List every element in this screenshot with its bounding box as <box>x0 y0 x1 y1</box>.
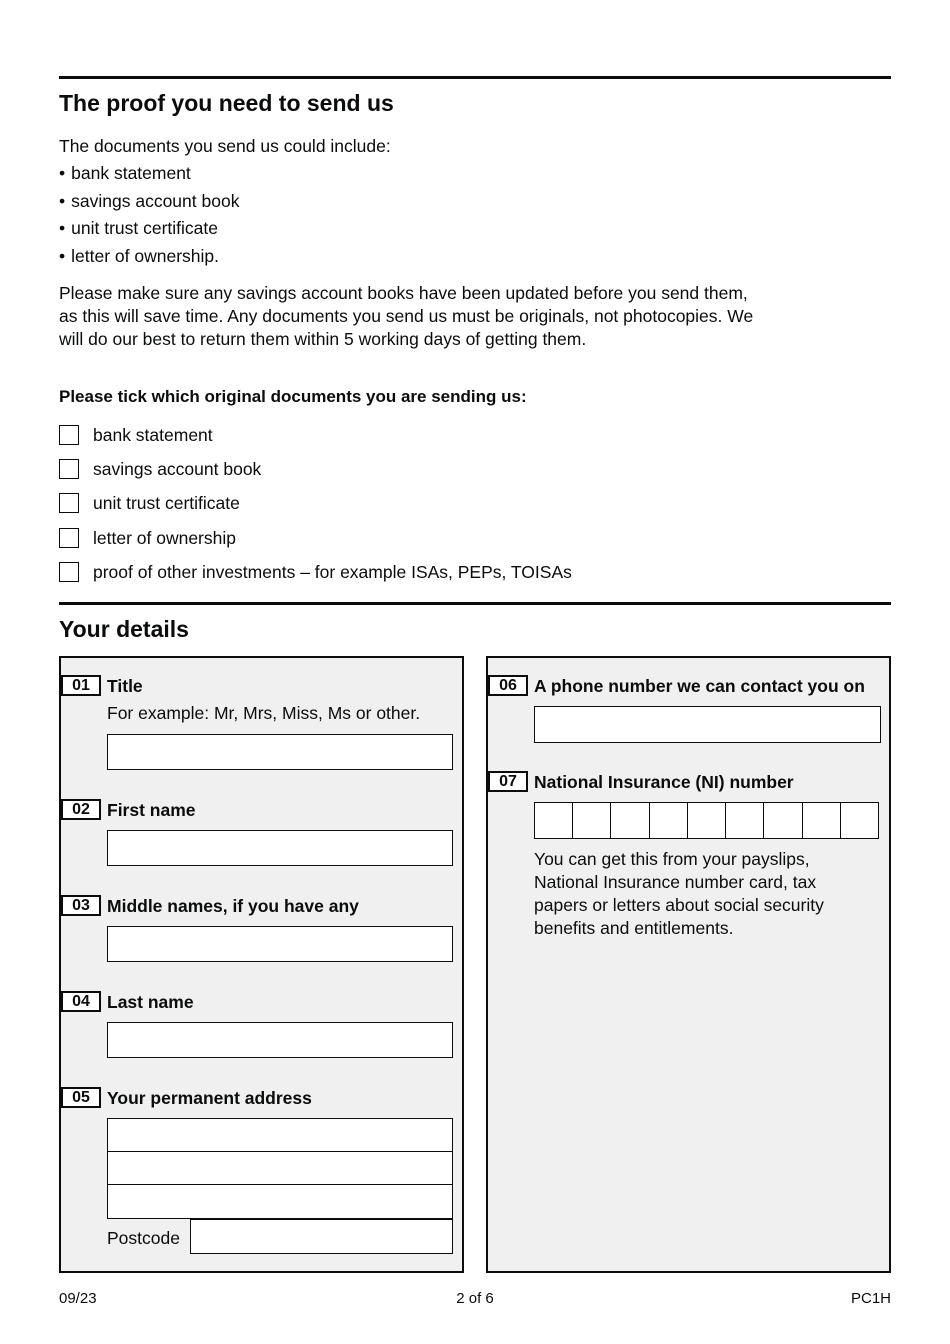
bullet-item: • savings account book <box>59 188 239 216</box>
ni-character-cell[interactable] <box>803 803 841 838</box>
question-number-05: 05 <box>61 1087 101 1108</box>
title-label: Title <box>107 676 143 696</box>
unit-trust-checkbox[interactable] <box>59 493 79 513</box>
tick-instruction: Please tick which original documents you are sending us: <box>59 387 527 406</box>
address-line-3-input[interactable] <box>107 1184 453 1219</box>
address-line-1-input[interactable] <box>107 1118 453 1152</box>
phone-input[interactable] <box>534 706 881 743</box>
ni-character-cell[interactable] <box>841 803 878 838</box>
question-number-07: 07 <box>488 771 528 792</box>
first-name-input[interactable] <box>107 830 453 866</box>
postcode-label: Postcode <box>107 1228 180 1248</box>
postcode-input[interactable] <box>190 1219 453 1254</box>
ni-character-cell[interactable] <box>726 803 764 838</box>
section-divider <box>59 76 891 79</box>
document-bullet-list <box>59 160 239 270</box>
other-investments-checkbox[interactable] <box>59 562 79 582</box>
footer-date: 09/23 <box>59 1290 97 1307</box>
question-number-03: 03 <box>61 895 101 916</box>
ni-number-grid <box>534 802 879 839</box>
letter-ownership-checkbox[interactable] <box>59 528 79 548</box>
tick-label: letter of ownership <box>93 527 236 548</box>
ni-character-cell[interactable] <box>650 803 688 838</box>
bullet-item: • letter of ownership. <box>59 243 239 271</box>
question-number-04: 04 <box>61 991 101 1012</box>
tick-option-unit-trust <box>59 491 240 515</box>
first-name-label: First name <box>107 800 196 820</box>
proof-heading: The proof you need to send us <box>59 90 394 116</box>
tick-option-letter-ownership <box>59 526 236 550</box>
tick-option-other-investments <box>59 560 572 584</box>
tick-option-bank-statement <box>59 423 213 447</box>
proof-paragraph: Please make sure any savings account books have been updated before you send them, as this will save time. Any documents you send us must be originals, not photocopies. We will do our best to return them within 5 working days of getting them. <box>59 283 754 349</box>
last-name-label: Last name <box>107 992 194 1012</box>
ni-character-cell[interactable] <box>764 803 802 838</box>
middle-names-input[interactable] <box>107 926 453 962</box>
question-number-06: 06 <box>488 675 528 696</box>
tick-option-savings-book <box>59 457 261 481</box>
middle-names-label: Middle names, if you have any <box>107 896 359 916</box>
proof-intro: The documents you send us could include: <box>59 136 391 156</box>
ni-character-cell[interactable] <box>573 803 611 838</box>
tick-label: savings account book <box>93 458 262 479</box>
details-heading: Your details <box>59 616 189 642</box>
tick-label: bank statement <box>93 424 213 445</box>
bullet-item: • unit trust certificate <box>59 215 239 243</box>
last-name-input[interactable] <box>107 1022 453 1058</box>
bullet-item: • bank statement <box>59 160 239 188</box>
ni-character-cell[interactable] <box>688 803 726 838</box>
tick-label: unit trust certificate <box>93 492 240 513</box>
savings-book-checkbox[interactable] <box>59 459 79 479</box>
ni-character-cell[interactable] <box>535 803 573 838</box>
section-divider <box>59 602 891 605</box>
phone-label: A phone number we can contact you on <box>534 676 865 696</box>
tick-label: proof of other investments – for example ISAs, PEPs, TOISAs <box>93 561 572 582</box>
title-hint: For example: Mr, Mrs, Miss, Ms or other. <box>107 703 421 723</box>
footer-page-number: 2 of 6 <box>456 1290 494 1307</box>
ni-number-label: National Insurance (NI) number <box>534 772 794 792</box>
question-number-02: 02 <box>61 799 101 820</box>
bank-statement-checkbox[interactable] <box>59 425 79 445</box>
ni-character-cell[interactable] <box>611 803 649 838</box>
title-input[interactable] <box>107 734 453 770</box>
address-label: Your permanent address <box>107 1088 312 1108</box>
details-right-panel <box>486 656 891 1273</box>
question-number-01: 01 <box>61 675 101 696</box>
ni-number-hint: You can get this from your payslips, National Insurance number card, tax papers or letters about social security benefits and entitlements. <box>534 849 824 938</box>
address-line-2-input[interactable] <box>107 1151 453 1185</box>
footer-form-code: PC1H <box>850 1290 891 1307</box>
